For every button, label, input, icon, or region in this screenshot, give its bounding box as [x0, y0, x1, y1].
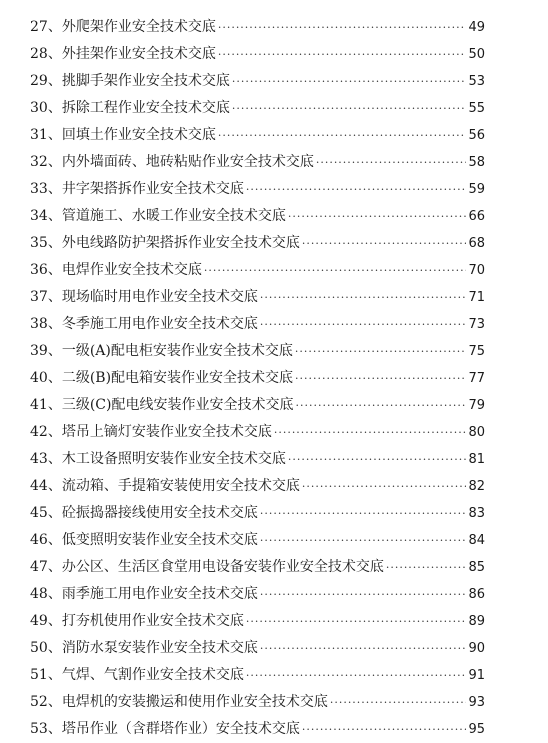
- toc-dot-leader: [218, 14, 467, 41]
- toc-entry-separator: 、: [47, 46, 62, 62]
- toc-dot-leader: [260, 527, 467, 554]
- toc-entry-number: 46: [30, 532, 48, 548]
- toc-entry[interactable]: [30, 446, 485, 473]
- toc-entry-separator: 、: [47, 397, 62, 413]
- toc-entry-page: 66: [468, 209, 485, 224]
- toc-entry-number: 44: [30, 478, 48, 494]
- toc-entry-separator: 、: [47, 208, 62, 224]
- toc-entry[interactable]: [30, 338, 485, 365]
- toc-entry[interactable]: [30, 14, 485, 41]
- toc-entry-page: 73: [468, 317, 485, 332]
- toc-entry-separator: 、: [47, 235, 62, 251]
- toc-entry-number: 29: [30, 73, 48, 89]
- toc-entry[interactable]: [30, 311, 485, 338]
- toc-entry-separator: 、: [47, 586, 62, 602]
- toc-dot-leader: [302, 473, 467, 500]
- toc-entry-title: 内外墙面砖、地砖粘贴作业安全技术交底: [61, 154, 314, 170]
- toc-entry-separator: 、: [47, 478, 62, 494]
- toc-entry-number: 49: [30, 613, 48, 629]
- toc-entry-separator: 、: [47, 424, 62, 440]
- toc-entry-number: 30: [30, 100, 48, 116]
- toc-entry-title: 现场临时用电作业安全技术交底: [61, 289, 258, 305]
- toc-dot-leader: [246, 608, 467, 635]
- toc-entry[interactable]: [30, 662, 485, 689]
- toc-entry-page: 86: [468, 587, 485, 602]
- toc-entry-number: 42: [30, 424, 48, 440]
- toc-entry-number: 40: [30, 370, 48, 386]
- toc-entry-number: 34: [30, 208, 48, 224]
- toc-entry[interactable]: [30, 203, 485, 230]
- toc-dot-leader: [218, 122, 467, 149]
- toc-entry-title: 拆除工程作业安全技术交底: [61, 100, 230, 116]
- toc-entry-page: 82: [468, 479, 485, 494]
- toc-entry-title: 办公区、生活区食堂用电设备安装作业安全技术交底: [61, 559, 384, 575]
- toc-dot-leader: [330, 689, 467, 716]
- toc-entry-number: 52: [30, 694, 48, 710]
- toc-entry-page: 85: [468, 560, 485, 575]
- toc-entry[interactable]: [30, 95, 485, 122]
- toc-entry[interactable]: [30, 176, 485, 203]
- toc-entry-number: 27: [30, 19, 48, 35]
- toc-entry-page: 70: [468, 263, 485, 278]
- toc-dot-leader: [204, 257, 467, 284]
- toc-dot-leader: [288, 446, 467, 473]
- toc-dot-leader: [295, 392, 466, 419]
- toc-entry-number: 53: [30, 721, 48, 737]
- toc-entry[interactable]: [30, 689, 485, 716]
- toc-entry-separator: 、: [47, 721, 62, 737]
- toc-entry-page: 84: [468, 533, 485, 548]
- toc-dot-leader: [232, 68, 467, 95]
- toc-entry[interactable]: [30, 473, 485, 500]
- toc-entry-page: 81: [468, 452, 485, 467]
- toc-entry-number: 37: [30, 289, 48, 305]
- toc-entry-number: 50: [30, 640, 48, 656]
- toc-entry-separator: 、: [47, 640, 62, 656]
- toc-entry-page: 53: [468, 74, 485, 89]
- toc-entry-page: 58: [468, 155, 485, 170]
- toc-entry[interactable]: [30, 41, 485, 68]
- toc-entry-separator: 、: [47, 100, 62, 116]
- toc-entry-separator: 、: [47, 181, 62, 197]
- toc-entry-page: 83: [468, 506, 485, 521]
- toc-entry-number: 48: [30, 586, 48, 602]
- toc-entry-title: 塔吊作业（含群塔作业）安全技术交底: [61, 721, 300, 737]
- toc-entry-number: 32: [30, 154, 48, 170]
- toc-entry-number: 45: [30, 505, 48, 521]
- toc-entry-title: 三级(C)配电线安装作业安全技术交底: [61, 397, 294, 413]
- toc-entry-page: 90: [468, 641, 485, 656]
- toc-dot-leader: [246, 662, 467, 689]
- toc-entry-separator: 、: [47, 343, 62, 359]
- toc-dot-leader: [260, 284, 467, 311]
- toc-entry-number: 33: [30, 181, 48, 197]
- toc-dot-leader: [260, 635, 467, 662]
- toc-dot-leader: [260, 581, 467, 608]
- toc-dot-leader: [295, 338, 467, 365]
- toc-entry-title: 雨季施工用电作业安全技术交底: [61, 586, 258, 602]
- toc-dot-leader: [274, 419, 467, 446]
- toc-entry-title: 挑脚手架作业安全技术交底: [61, 73, 230, 89]
- toc-entry-separator: 、: [47, 127, 62, 143]
- toc-entry[interactable]: [30, 392, 485, 419]
- toc-entry-separator: 、: [47, 613, 62, 629]
- toc-entry-separator: 、: [47, 370, 62, 386]
- toc-entry[interactable]: [30, 365, 485, 392]
- toc-entry-title: 消防水泵安装作业安全技术交底: [61, 640, 258, 656]
- toc-entry[interactable]: [30, 68, 485, 95]
- toc-dot-leader: [232, 95, 467, 122]
- toc-entry[interactable]: [30, 581, 485, 608]
- toc-entry-separator: 、: [47, 73, 62, 89]
- toc-entry-number: 31: [30, 127, 48, 143]
- toc-entry-title: 打夯机使用作业安全技术交底: [61, 613, 244, 629]
- toc-entry-number: 47: [30, 559, 48, 575]
- toc-entry-page: 49: [468, 20, 485, 35]
- toc-entry-number: 28: [30, 46, 48, 62]
- toc-entry-title: 管道施工、水暖工作业安全技术交底: [61, 208, 286, 224]
- toc-entry-title: 井字架搭拆作业安全技术交底: [61, 181, 244, 197]
- toc-entry-separator: 、: [47, 694, 62, 710]
- toc-dot-leader: [218, 41, 467, 68]
- toc-dot-leader: [386, 554, 467, 581]
- toc-entry-number: 36: [30, 262, 48, 278]
- toc-entry-separator: 、: [47, 154, 62, 170]
- toc-entry-page: 55: [468, 101, 485, 116]
- toc-entry-separator: 、: [47, 451, 62, 467]
- toc-dot-leader: [302, 230, 467, 257]
- toc-entry-page: 50: [468, 47, 485, 62]
- toc-entry-title: 电焊机的安装搬运和使用作业安全技术交底: [61, 694, 328, 710]
- toc-entry-page: 91: [468, 668, 485, 683]
- toc-entry[interactable]: [30, 230, 485, 257]
- toc-dot-leader: [246, 176, 467, 203]
- toc-entry[interactable]: [30, 257, 485, 284]
- toc-entry-page: 59: [468, 182, 485, 197]
- toc-entry-separator: 、: [47, 532, 62, 548]
- toc-entry-number: 43: [30, 451, 48, 467]
- toc-entry-page: 71: [468, 290, 485, 305]
- toc-entry[interactable]: [30, 527, 485, 554]
- toc-entry-number: 39: [30, 343, 48, 359]
- toc-entry[interactable]: [30, 608, 485, 635]
- toc-entry-page: 80: [468, 425, 485, 440]
- toc-entry[interactable]: [30, 284, 485, 311]
- toc-dot-leader: [260, 500, 467, 527]
- toc-entry-title: 塔吊上镝灯安装作业安全技术交底: [61, 424, 272, 440]
- toc-entry[interactable]: [30, 419, 485, 446]
- toc-entry-title: 气焊、气割作业安全技术交底: [61, 667, 244, 683]
- toc-entry[interactable]: [30, 500, 485, 527]
- toc-entry-page: 56: [468, 128, 485, 143]
- toc-entry-separator: 、: [47, 559, 62, 575]
- toc-entry[interactable]: [30, 149, 485, 176]
- toc-dot-leader: [288, 203, 467, 230]
- toc-entry-number: 35: [30, 235, 48, 251]
- toc-entry-number: 51: [30, 667, 48, 683]
- toc-entry-separator: 、: [47, 505, 62, 521]
- toc-entry-page: 93: [468, 695, 485, 710]
- toc-entry-page: 68: [468, 236, 485, 251]
- toc-entry-title: 外电线路防护架搭拆作业安全技术交底: [61, 235, 300, 251]
- toc-entry-page: 79: [468, 398, 485, 413]
- toc-entry-separator: 、: [47, 667, 62, 683]
- toc-entry-title: 二级(B)配电箱安装作业安全技术交底: [61, 370, 294, 386]
- toc-entry[interactable]: [30, 635, 485, 662]
- toc-dot-leader: [316, 149, 467, 176]
- toc-entry-number: 41: [30, 397, 48, 413]
- toc-dot-leader: [260, 311, 467, 338]
- toc-entry-page: 89: [468, 614, 485, 629]
- toc-entry-title: 一级(A)配电柜安装作业安全技术交底: [61, 343, 293, 359]
- toc-entry-title: 木工设备照明安装作业安全技术交底: [61, 451, 286, 467]
- toc-entry-separator: 、: [47, 289, 62, 305]
- toc-entry-page: 75: [468, 344, 485, 359]
- toc-entry-separator: 、: [47, 19, 62, 35]
- toc-dot-leader: [295, 365, 466, 392]
- toc-entry-separator: 、: [47, 262, 62, 278]
- toc-entry-title: 外爬架作业安全技术交底: [61, 19, 216, 35]
- toc-entry-page: 77: [468, 371, 485, 386]
- table-of-contents: [30, 14, 485, 743]
- toc-entry-separator: 、: [47, 316, 62, 332]
- toc-entry-title: 外挂架作业安全技术交底: [61, 46, 216, 62]
- toc-entry-title: 回填土作业安全技术交底: [61, 127, 216, 143]
- toc-entry-title: 电焊作业安全技术交底: [61, 262, 202, 278]
- toc-entry[interactable]: [30, 122, 485, 149]
- toc-entry-title: 冬季施工用电作业安全技术交底: [61, 316, 258, 332]
- toc-entry-page: 95: [468, 722, 485, 737]
- toc-entry[interactable]: [30, 554, 485, 581]
- toc-entry-title: 流动箱、手提箱安装使用安全技术交底: [61, 478, 300, 494]
- toc-entry-title: 低变照明安装作业安全技术交底: [61, 532, 258, 548]
- toc-entry-title: 砼振捣器接线使用安全技术交底: [61, 505, 258, 521]
- toc-entry-number: 38: [30, 316, 48, 332]
